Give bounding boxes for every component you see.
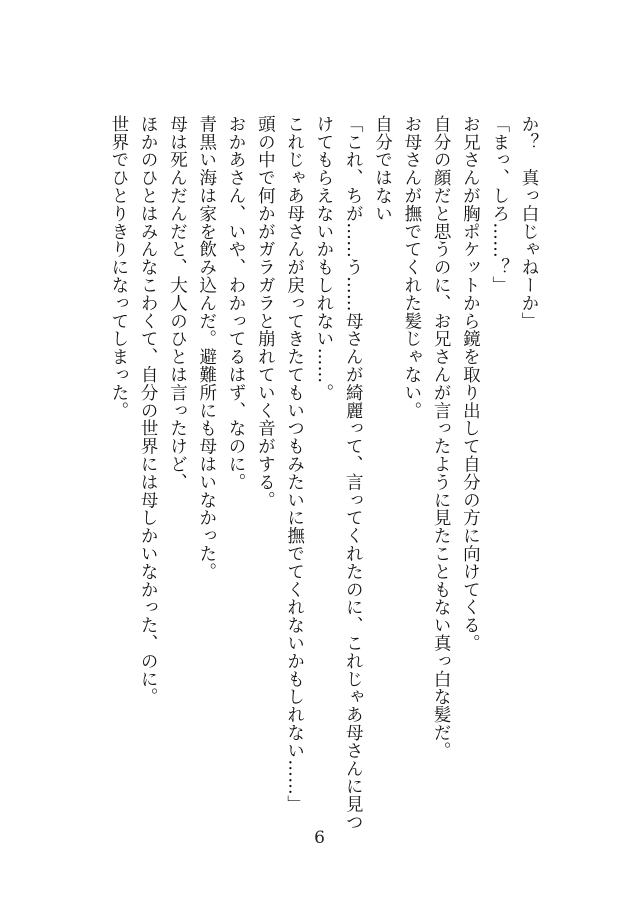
text-line: けてもらえないかもしれない……。 [313,115,334,402]
text-line: 世界でひとりきりになってしまった。 [108,115,129,420]
text-line: お母さんが撫でてくれた髪じゃない。 [401,115,422,420]
text-line: 「これ、ちが……う……母さんが綺麗って、言ってくれたのに、これじゃあ母さんに見つ [343,115,364,831]
vertical-text-body [104,115,543,835]
text-line: ほかのひとはみんなこわくて、自分の世界には母しかいなかった、のに。 [138,115,159,706]
text-line: おかあさん、いや、わかってるはず、なのに。 [226,115,247,491]
text-line: 頭の中で何かがガラガラと崩れていく音がする。 [255,115,276,509]
text-line: か？ 真っ白じゃねーか」 [519,115,539,330]
text-line: お兄さんが胸ポケットから鏡を取り出して自分の方に向けてくる。 [460,115,481,652]
text-line: 自分ではない [372,115,393,223]
text-line: 「まっ、しろ……？」 [489,115,510,294]
text-line: 自分の顔だと思うのに、お兄さんが言ったように見たこともない真っ白な髪だ。 [431,115,452,760]
page-number: 6 [314,828,325,848]
text-line: 母は死んだんだと、大人のひとは言ったけど、 [167,115,188,491]
text-line: これじゃあ母さんが戻ってきたてもいつもみたいに撫でてくれないかもしれない……」 [284,115,305,814]
text-line: 青黒い海は家を飲み込んだ。避難所にも母はいなかった。 [196,115,217,581]
